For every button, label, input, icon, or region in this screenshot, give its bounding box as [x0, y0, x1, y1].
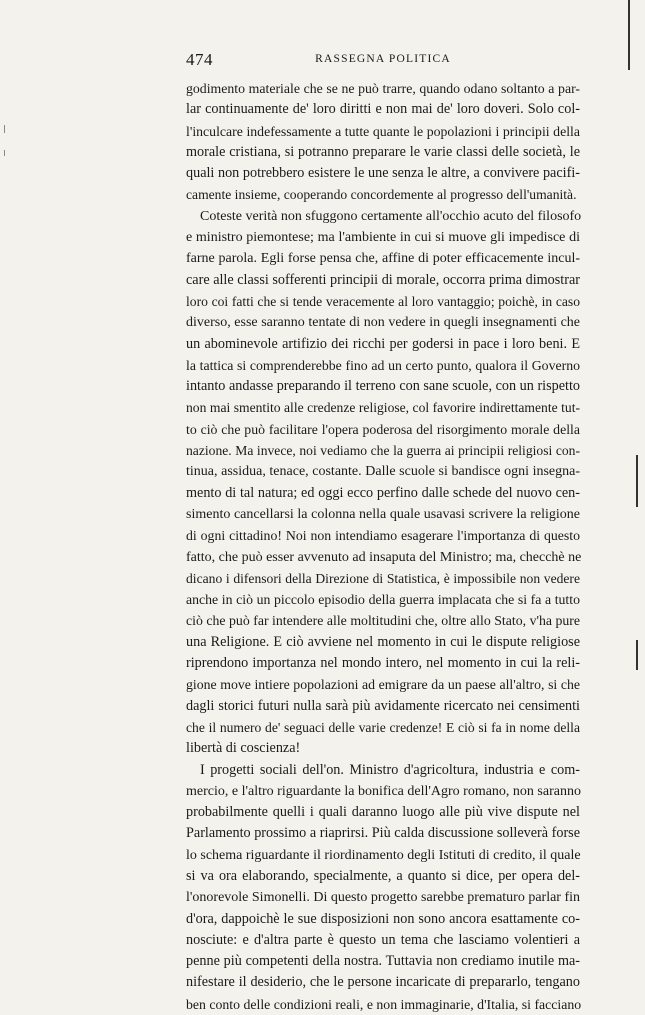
scan-edge-mark — [4, 150, 5, 156]
text-line: ben conto delle condizioni reali, e non immaginarie, d'Italia, si facciano — [186, 994, 580, 1015]
text-line: la tattica si comprenderebbe fino ad un certo punto, qualora il Governo — [186, 355, 580, 376]
text-line: fatto, che può esser avvenuto ad insaputa del Ministro; ma, checchè ne — [186, 547, 580, 568]
page-number: 474 — [186, 50, 213, 70]
running-title: RASSEGNA POLITICA — [186, 53, 580, 65]
text-line: camente insieme, cooperando concordemente al progresso dell'umanità. — [186, 184, 580, 205]
text-line: dagli storici futuri nulla sarà più avidamente ricercato nei censimenti — [186, 696, 580, 717]
paragraph — [186, 760, 580, 1015]
text-line: penne più competenti della nostra. Tuttavia non crediamo inutile ma- — [186, 951, 580, 972]
text-line: l'onorevole Simonelli. Di questo progetto sarebbe prematuro parlar fin — [186, 887, 580, 908]
text-line: di ogni cittadino! Noi non intendiamo esagerare l'importanza di questo — [186, 525, 580, 546]
text-line: che il numero de' seguaci delle varie credenze! E ciò si fa in nome della — [186, 717, 580, 738]
text-line: una Religione. E ciò avviene nel momento in cui le dispute religiose — [186, 632, 580, 653]
text-line: l'inculcare indefessamente a tutte quante le popolazioni i principii della — [186, 121, 580, 142]
text-line: Coteste verità non sfuggono certamente all'occhio acuto del filosofo — [186, 206, 580, 227]
body-text — [186, 78, 580, 1015]
text-line: probabilmente quelli i quali daranno luogo alle più vive dispute nel — [186, 802, 580, 823]
text-line: godimento materiale che se ne può trarre, quando odano soltanto a par- — [186, 78, 580, 99]
text-line: loro coi fatti che si tende veracemente al loro vantaggio; poichè, in caso — [186, 291, 580, 312]
scan-edge-mark — [628, 0, 630, 70]
scan-edge-mark — [636, 640, 638, 670]
text-line: care alle classi sofferenti principii di morale, occorra prima dimostrar — [186, 270, 580, 291]
text-line: diverso, esse saranno tentate di non vedere in quegli insegnamenti che — [186, 312, 580, 333]
text-line: intanto andasse preparando il terreno con sane scuole, con un rispetto — [186, 376, 580, 397]
text-line: Parlamento prossimo a riaprirsi. Più calda discussione solleverà forse — [186, 823, 580, 844]
text-line: libertà di coscienza! — [186, 738, 580, 759]
text-line: nifestare il desiderio, che le persone incaricate di prepararlo, tengano — [186, 972, 580, 993]
text-line: I progetti sociali dell'on. Ministro d'agricoltura, industria e com- — [186, 760, 580, 781]
paragraph — [186, 78, 580, 206]
page-header — [186, 50, 580, 70]
text-line: anche in ciò un piccolo episodio della guerra implacata che si fa a tutto — [186, 589, 580, 610]
text-line: riprendono importanza nel mondo intero, nel momento in cui la reli- — [186, 653, 580, 674]
text-line: non mai smentito alle credenze religiose, col favorire indirettamente tut- — [186, 397, 580, 418]
text-line: lo schema riguardante il riordinamento degli Istituti di credito, il quale — [186, 845, 580, 866]
text-line: dicano i difensori della Direzione di Statistica, è impossibile non vedere — [186, 568, 580, 589]
text-line: si va ora elaborando, specialmente, a quanto si dice, per opera del- — [186, 866, 580, 887]
text-line: to ciò che può facilitare l'opera poderosa del risorgimento morale della — [186, 419, 580, 440]
text-line: un abominevole artifizio dei ricchi per godersi in pace i loro beni. E — [186, 334, 580, 355]
text-line: lar continuamente de' loro diritti e non mai de' loro doveri. Solo col- — [186, 99, 580, 120]
text-line: farne parola. Egli forse pensa che, affine di poter efficacemente incul- — [186, 248, 580, 269]
text-line: mento di tal natura; ed oggi ecco perfino dalle schede del nuovo cen- — [186, 483, 580, 504]
text-line: e ministro piemontese; ma l'ambiente in cui si muove gli impedisce di — [186, 227, 580, 248]
text-line: tinua, assidua, tenace, costante. Dalle scuole si bandisce ogni insegna- — [186, 461, 580, 482]
text-line: gione move intiere popolazioni ad emigrare da un paese all'altro, si che — [186, 674, 580, 695]
text-line: mercio, e l'altro riguardante la bonifica dell'Agro romano, non saranno — [186, 781, 580, 802]
text-line: nosciute: e d'altra parte è questo un tema che lasciamo volentieri a — [186, 930, 580, 951]
paragraph — [186, 206, 580, 760]
text-line: d'ora, dappoichè le sue disposizioni non sono ancora esattamente co- — [186, 909, 580, 930]
text-line: ciò che può far intendere alle moltitudini che, oltre allo Stato, v'ha pure — [186, 610, 580, 631]
text-line: nazione. Ma invece, noi vediamo che la guerra ai principii religiosi con- — [186, 440, 580, 461]
text-line: quali non potrebbero esistere le une senza le altre, a convivere pacifi- — [186, 163, 580, 184]
text-line: morale cristiana, si potranno preparare le varie classi delle società, le — [186, 142, 580, 163]
scan-edge-mark — [4, 125, 5, 133]
scan-edge-mark — [636, 455, 638, 507]
text-line: simento cancellarsi la colonna nella quale usavasi scrivere la religione — [186, 504, 580, 525]
